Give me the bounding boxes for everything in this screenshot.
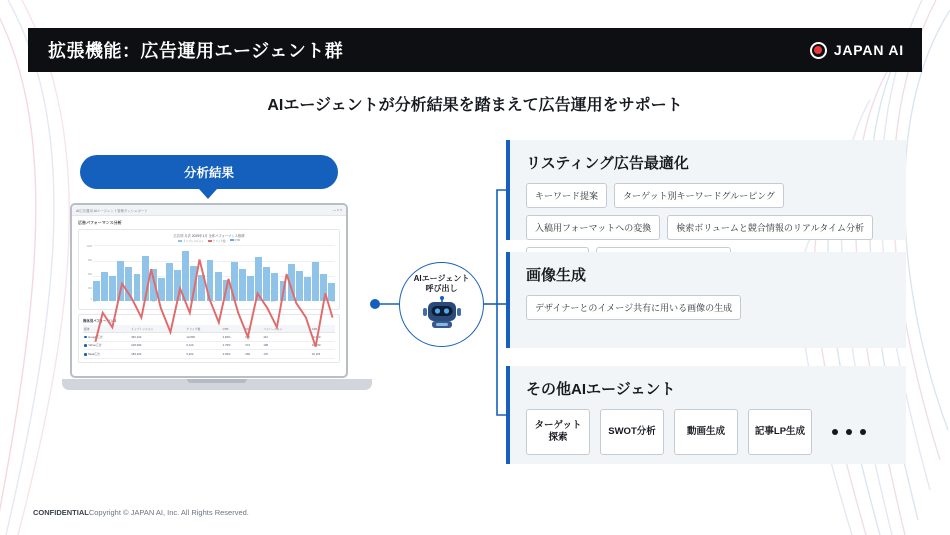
- pill-arrow-icon: [199, 189, 217, 199]
- page-title: 拡張機能：広告運用エージェント群: [48, 41, 344, 61]
- ai-robot-icon: [421, 296, 463, 330]
- legend-item: クリック数: [208, 239, 226, 243]
- table-cell: 5,402: [185, 350, 221, 359]
- table-cell: 6,120: [185, 341, 221, 350]
- table-cell: 184,220: [130, 350, 185, 359]
- chart-y-axis: 1200 900 600 300 0: [86, 245, 92, 301]
- agent-box[interactable]: 動画生成: [674, 409, 738, 455]
- dashboard-window-title: AI広告運用 AIエージェント管理ダッシュボード: [76, 208, 148, 213]
- table-column-header: CTR: [222, 325, 245, 333]
- agent-box[interactable]: 記事LP生成: [748, 409, 812, 455]
- japan-ai-logo-icon: [810, 42, 827, 59]
- table-cell: 2.84%: [222, 333, 245, 342]
- table-column-header: CPA: [311, 325, 335, 333]
- dashboard-section-heading: 広告パフォーマンス分析: [78, 220, 122, 225]
- panel-listing-ads-optimization: [506, 140, 906, 240]
- chart-line-series: [93, 245, 335, 378]
- panel-title: その他AIエージェント: [526, 381, 676, 398]
- ai-agent-hub: [399, 262, 484, 347]
- panel-title: 画像生成: [526, 267, 587, 284]
- bullet-icon: [84, 344, 87, 347]
- confidential-label: CONFIDENTIAL: [33, 508, 89, 517]
- table-cell: 412: [262, 333, 311, 342]
- panel-image-generation: [506, 252, 906, 348]
- agent-chip[interactable]: ターゲット別キーワードグルーピング: [614, 183, 784, 208]
- legend-item: CTR: [230, 239, 240, 243]
- agent-chip[interactable]: 入稿用フォーマットへの変換: [526, 215, 660, 240]
- table-column-header: CPC: [244, 325, 262, 333]
- table-cell: 12,845: [185, 333, 221, 342]
- panel-chip-list: [526, 295, 892, 320]
- table-column-header: 媒体: [83, 325, 130, 333]
- footer: [33, 508, 249, 517]
- window-controls-icon: — □ ×: [332, 208, 342, 212]
- bullet-icon: [84, 353, 87, 356]
- table-cell: 218,940: [130, 341, 185, 350]
- chart-x-axis: 1/1 1/8 1/15 1/22 1/31: [93, 301, 335, 303]
- table-cell: 2.93%: [222, 350, 245, 359]
- table-cell: Yahoo広告: [83, 341, 130, 350]
- slide-subtitle: AIエージェントが分析結果を踏まえて広告運用をサポート: [267, 97, 683, 114]
- table-cell: ¥2,290: [311, 341, 335, 350]
- table-cell: 198: [262, 341, 311, 350]
- table-cell: Google広告: [83, 333, 130, 342]
- dashboard-body: [72, 216, 346, 367]
- agent-chip[interactable]: デザイナーとのイメージ共有に用いる画像の生成: [526, 295, 741, 320]
- agent-chip[interactable]: 検索ボリュームと競合情報のリアルタイム分析: [667, 215, 873, 240]
- table-cell: Meta広告: [83, 350, 130, 359]
- table-column-header: コンバージョン: [262, 325, 311, 333]
- table-cell: ¥86: [244, 333, 262, 342]
- table-cell: ¥74: [244, 341, 262, 350]
- brand-logo: [810, 42, 904, 59]
- agent-chip[interactable]: キーワード提案: [526, 183, 607, 208]
- laptop-base: [62, 379, 372, 390]
- table-cell: ¥2,115: [311, 350, 335, 359]
- table-cell: 176: [262, 350, 311, 359]
- chart-plot-area: [83, 245, 335, 307]
- table-cell: ¥2,680: [311, 333, 335, 342]
- analysis-result-label: 分析結果: [183, 166, 234, 180]
- copyright-text: Copyright © JAPAN AI, Inc. All Rights Reserved.: [88, 508, 249, 517]
- agent-box[interactable]: ターゲット 探索: [526, 409, 590, 455]
- legend-item: インプレッション: [178, 239, 204, 243]
- dashboard-screenshot: [70, 203, 348, 378]
- table-cell: ¥69: [244, 350, 262, 359]
- table-cell: 452,310: [130, 333, 185, 342]
- ai-agent-hub-label: AIエージェント 呼び出し: [413, 274, 470, 293]
- dashboard-chart-card: [78, 229, 340, 310]
- table-cell: 2.79%: [222, 341, 245, 350]
- panel-title: リスティング広告最適化: [526, 155, 689, 172]
- laptop-mockup: [62, 203, 372, 403]
- analysis-result-pill: [80, 155, 338, 189]
- dashboard-titlebar: [72, 205, 346, 216]
- panel-box-list: [526, 409, 892, 455]
- panel-other-ai-agents: [506, 366, 906, 464]
- table-column-header: インプレッション: [130, 325, 185, 333]
- more-agents-indicator: [832, 429, 866, 435]
- bullet-icon: [84, 336, 87, 339]
- brand-name: JAPAN AI: [833, 42, 904, 58]
- chart-legend: [83, 239, 335, 243]
- chart-title: 広告別 月次 2025年1月 全体パフォーマンス推移: [173, 234, 245, 238]
- table-column-header: クリック数: [185, 325, 221, 333]
- slide-header: [28, 28, 922, 72]
- agent-box[interactable]: SWOT分析: [600, 409, 664, 455]
- table-heading: 媒体別パフォーマンス: [83, 319, 117, 323]
